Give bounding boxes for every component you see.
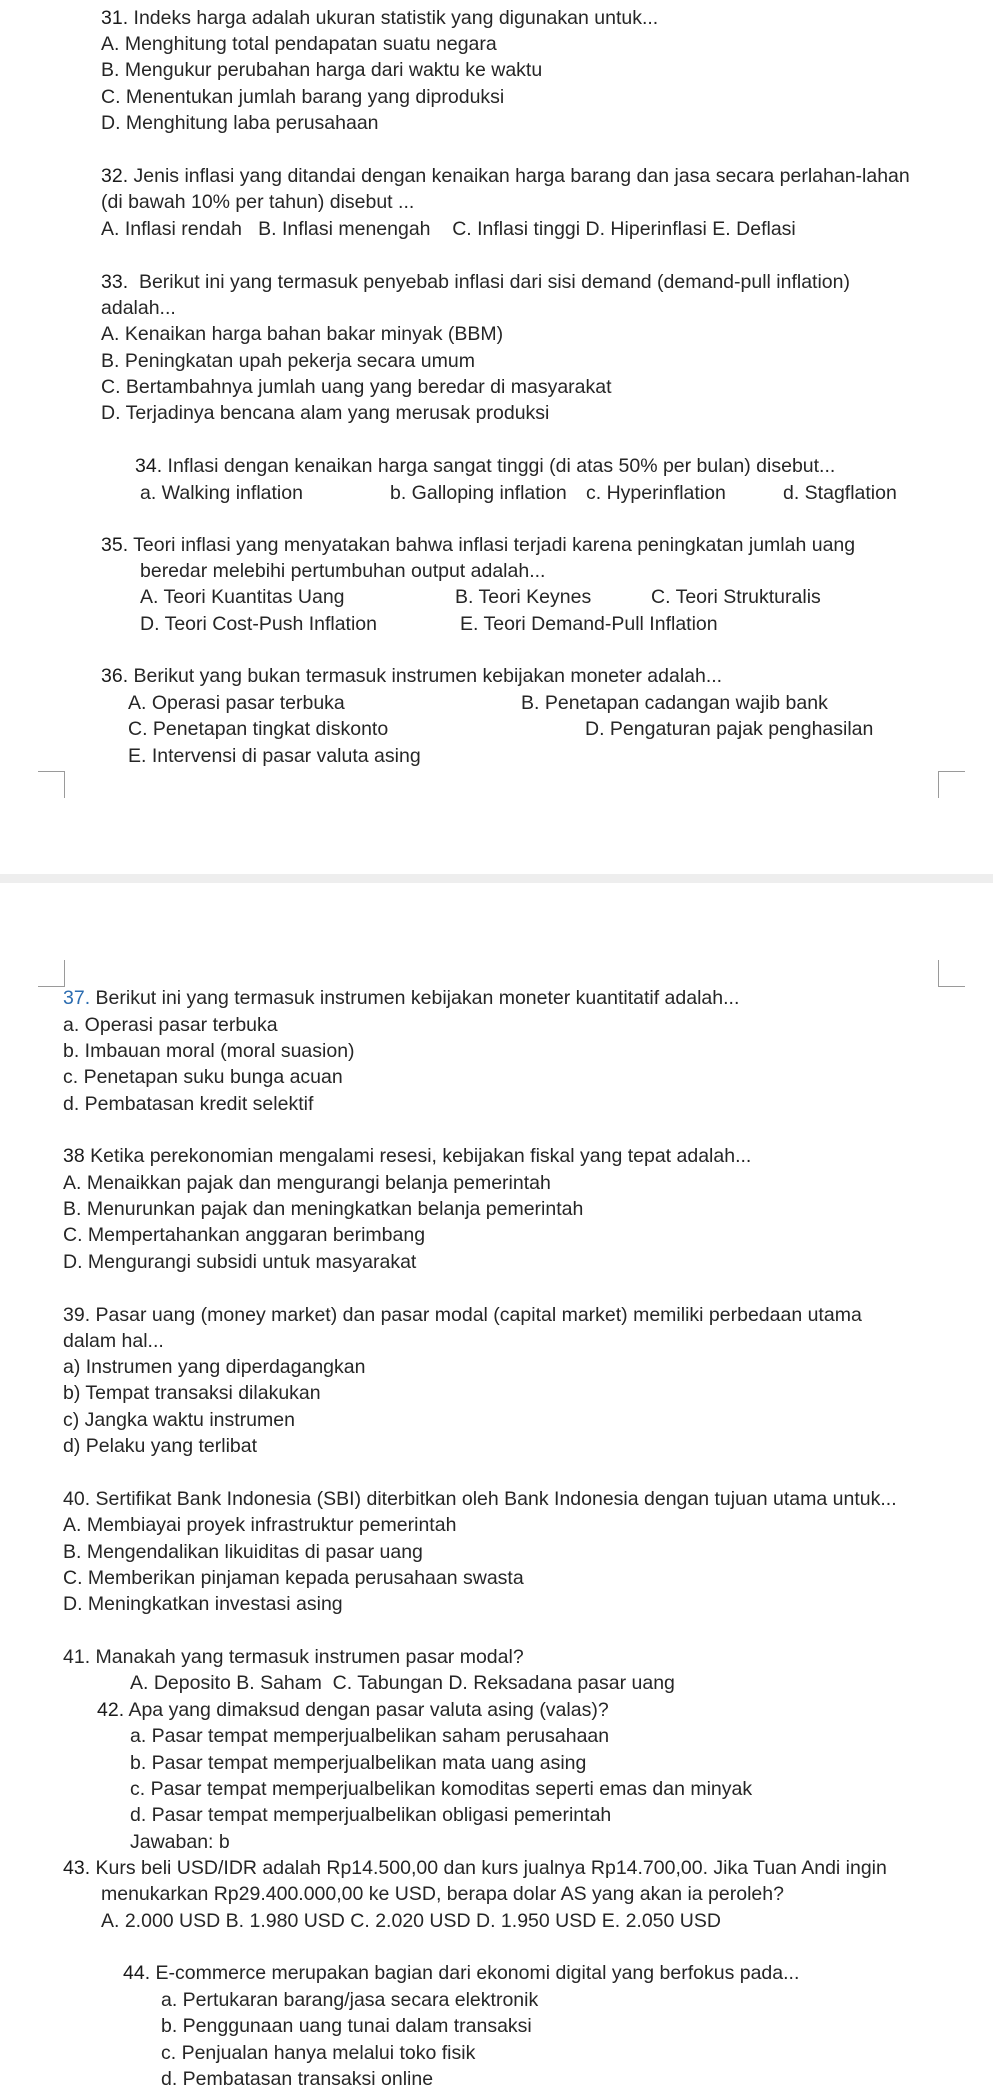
question-33-text-cont: adalah... <box>101 297 176 319</box>
option-c: C. Menentukan jumlah barang yang diproduksi <box>101 86 505 108</box>
question-43-text-cont: menukarkan Rp29.400.000,00 ke USD, berapa dolar AS yang akan ia peroleh? <box>101 1883 784 1905</box>
option-d: d. Pembatasan kredit selektif <box>63 1093 314 1115</box>
option-d: D. Teori Cost-Push Inflation <box>140 613 377 635</box>
crop-mark-top-left <box>38 960 65 987</box>
option-d: d) Pelaku yang terlibat <box>63 1435 258 1457</box>
question-44-text: 44. E-commerce merupakan bagian dari ekonomi digital yang berfokus pada... <box>123 1962 800 1984</box>
option-b: B. Menurunkan pajak dan meningkatkan belanja pemerintah <box>63 1198 584 1220</box>
option-b: b. Imbauan moral (moral suasion) <box>63 1040 355 1062</box>
option-c: c. Pasar tempat memperjualbelikan komoditas seperti emas dan minyak <box>130 1778 753 1800</box>
question-42-text: 42. Apa yang dimaksud dengan pasar valuta asing (valas)? <box>97 1699 609 1721</box>
question-38-text: 38 Ketika perekonomian mengalami resesi, kebijakan fiskal yang tepat adalah... <box>63 1145 752 1167</box>
option-c: C. Memberikan pinjaman kepada perusahaan swasta <box>63 1567 524 1589</box>
option-c: C. Mempertahankan anggaran berimbang <box>63 1224 426 1246</box>
question-35-text-cont: beredar melebihi pertumbuhan output adalah... <box>140 560 546 582</box>
option-b: b) Tempat transaksi dilakukan <box>63 1382 321 1404</box>
question-33-text: 33. Berikut ini yang termasuk penyebab inflasi dari sisi demand (demand-pull inflation) <box>101 271 850 293</box>
option-b: b. Penggunaan uang tunai dalam transaksi <box>161 2015 532 2037</box>
option-c: C. Penetapan tingkat diskonto <box>128 718 389 740</box>
option-a: A. Teori Kuantitas Uang <box>140 586 345 608</box>
option-a: a. Pertukaran barang/jasa secara elektronik <box>161 1989 539 2011</box>
question-32-text: 32. Jenis inflasi yang ditandai dengan kenaikan harga barang dan jasa secara perlahan-lahan <box>101 165 910 187</box>
option-a: A. Operasi pasar terbuka <box>128 692 345 714</box>
question-31-text: 31. Indeks harga adalah ukuran statistik yang digunakan untuk... <box>101 7 659 29</box>
option-b: B. Mengendalikan likuiditas di pasar uang <box>63 1541 423 1563</box>
question-32-text-cont: (di bawah 10% per tahun) disebut ... <box>101 191 415 213</box>
option-a: A. Kenaikan harga bahan bakar minyak (BBM) <box>101 323 504 345</box>
option-a: A. Menghitung total pendapatan suatu negara <box>101 33 497 55</box>
question-35-text: 35. Teori inflasi yang menyatakan bahwa inflasi terjadi karena peningkatan jumlah uang <box>101 534 856 556</box>
question-40-text: 40. Sertifikat Bank Indonesia (SBI) diterbitkan oleh Bank Indonesia dengan tujuan utama untuk... <box>63 1488 897 1510</box>
options-row: A. Deposito B. Saham C. Tabungan D. Reksadana pasar uang <box>130 1672 675 1694</box>
question-34-text: 34. Inflasi dengan kenaikan harga sangat tinggi (di atas 50% per bulan) disebut... <box>135 455 836 477</box>
option-c: c) Jangka waktu instrumen <box>63 1409 295 1431</box>
question-43-text: 43. Kurs beli USD/IDR adalah Rp14.500,00 dan kurs jualnya Rp14.700,00. Jika Tuan Andi ingin <box>63 1857 887 1879</box>
option-b: B. Penetapan cadangan wajib bank <box>521 692 828 714</box>
option-a: A. Menaikkan pajak dan mengurangi belanja pemerintah <box>63 1172 551 1194</box>
option-d: D. Pengaturan pajak penghasilan <box>585 718 874 740</box>
option-a: a. Operasi pasar terbuka <box>63 1014 278 1036</box>
question-39-text: 39. Pasar uang (money market) dan pasar modal (capital market) memiliki perbedaan utama <box>63 1304 862 1326</box>
option-b: B. Mengukur perubahan harga dari waktu ke waktu <box>101 59 543 81</box>
option-e: E. Intervensi di pasar valuta asing <box>128 745 421 767</box>
option-d: d. Pasar tempat memperjualbelikan obligasi pemerintah <box>130 1804 612 1826</box>
question-41-text: 41. Manakah yang termasuk instrumen pasar modal? <box>63 1646 524 1668</box>
crop-mark-bottom-right <box>938 771 965 798</box>
option-b: b. Galloping inflation <box>390 482 567 504</box>
option-b: b. Pasar tempat memperjualbelikan mata uang asing <box>130 1752 587 1774</box>
option-c: c. Hyperinflation <box>586 482 726 504</box>
option-e: E. Teori Demand-Pull Inflation <box>460 613 718 635</box>
option-d: D. Terjadinya bencana alam yang merusak produksi <box>101 402 550 424</box>
options-row: A. Inflasi rendah B. Inflasi menengah C. Inflasi tinggi D. Hiperinflasi E. Deflasi <box>101 218 796 240</box>
option-d: d. Pembatasan transaksi online <box>161 2068 434 2090</box>
answer-key: Jawaban: b <box>130 1831 230 1853</box>
page-separator <box>0 874 993 883</box>
option-a: a) Instrumen yang diperdagangkan <box>63 1356 366 1378</box>
crop-mark-bottom-left <box>38 771 65 798</box>
option-d: D. Menghitung laba perusahaan <box>101 112 379 134</box>
option-a: a. Walking inflation <box>140 482 303 504</box>
question-37-text: 37. Berikut ini yang termasuk instrumen kebijakan moneter kuantitatif adalah... <box>63 987 740 1009</box>
option-b: B. Teori Keynes <box>455 586 592 608</box>
option-a: A. Membiayai proyek infrastruktur pemerintah <box>63 1514 457 1536</box>
option-c: C. Teori Strukturalis <box>651 586 821 608</box>
crop-mark-top-right <box>938 960 965 987</box>
option-c: c. Penetapan suku bunga acuan <box>63 1066 343 1088</box>
option-b: B. Peningkatan upah pekerja secara umum <box>101 350 475 372</box>
option-d: D. Mengurangi subsidi untuk masyarakat <box>63 1251 417 1273</box>
options-row: A. 2.000 USD B. 1.980 USD C. 2.020 USD D. 1.950 USD E. 2.050 USD <box>101 1910 721 1932</box>
option-a: a. Pasar tempat memperjualbelikan saham perusahaan <box>130 1725 610 1747</box>
option-d: d. Stagflation <box>783 482 897 504</box>
option-c: C. Bertambahnya jumlah uang yang beredar di masyarakat <box>101 376 612 398</box>
option-d: D. Meningkatkan investasi asing <box>63 1593 343 1615</box>
question-36-text: 36. Berikut yang bukan termasuk instrumen kebijakan moneter adalah... <box>101 665 723 687</box>
question-39-text-cont: dalam hal... <box>63 1330 164 1352</box>
option-c: c. Penjualan hanya melalui toko fisik <box>161 2042 476 2064</box>
